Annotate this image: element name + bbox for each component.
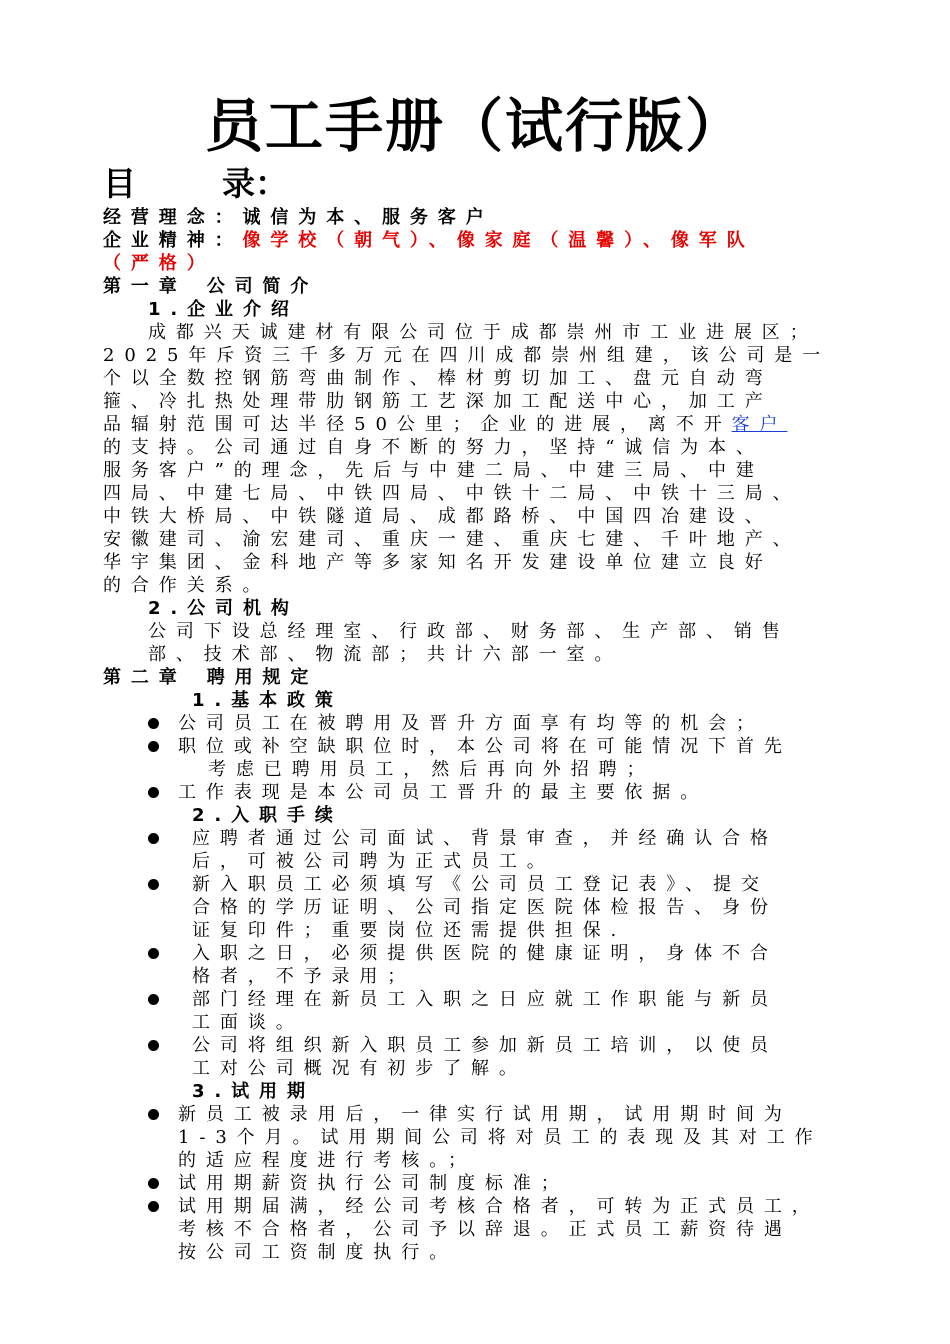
bullet-text: 公司员工在被聘用及晋升方面享有均等的机会； [178, 713, 764, 734]
bullet-text: 考核不合格者，公司予以辞退。正式员工薪资待遇 [178, 1219, 792, 1240]
list-item [0, 1034, 950, 1080]
intro-line: 安徽建司、渝宏建司、重庆一建、重庆七建、千叶地产、 [103, 529, 801, 550]
intro-line: 箍、冷扎热处理带肋钢筋工艺深加工配送中心，加工产 [103, 391, 773, 412]
bullet-text: 入职之日，必须提供医院的健康证明，身体不合 [192, 943, 778, 964]
bullet-text: 新员工被录用后，一律实行试用期，试用期时间为 [178, 1104, 792, 1125]
bullet-text: 新入职员工必须填写《公司员工登记表》、提交 [192, 874, 769, 895]
bullet-text: 应聘者通过公司面试、背景审查，并经确认合格 [192, 828, 778, 849]
list-item [0, 873, 950, 942]
bullet-text: 考虑已聘用员工，然后再向外招聘； [208, 759, 655, 780]
intro-line: 中铁大桥局、中铁隧道局、成都路桥、中国四冶建设、 [103, 506, 773, 527]
list-item [0, 712, 950, 735]
toc-label-b: 录： [222, 164, 288, 203]
company-intro-paragraph [103, 321, 843, 597]
chapter-2-title: 聘用规定 [206, 667, 319, 688]
bullet-text: 工面谈。 [192, 1012, 304, 1033]
list-item [0, 735, 950, 781]
bullet-icon [148, 1201, 159, 1212]
document-title: 员工手册（试行版） [204, 92, 745, 160]
bullet-text: 证复印件；重要岗位还需提供担保. [192, 920, 627, 941]
spirit-value-line2: （严格） [103, 253, 215, 274]
list-item [0, 781, 950, 804]
list-item [0, 1195, 950, 1264]
list-item [0, 827, 950, 873]
bullet-text: 职位或补空缺职位时，本公司将在可能情况下首先 [178, 736, 792, 757]
philosophy-label: 经营理念： [103, 207, 243, 228]
business-philosophy [103, 206, 950, 229]
org-line: 公司下设总经理室、行政部、财务部、生产部、销售 [148, 621, 790, 642]
org-line: 部、技术部、物流部；共计六部一室。 [148, 644, 623, 665]
bullet-icon [148, 833, 159, 844]
list-item [0, 988, 950, 1034]
bullet-text: 1-3个月。试用期间公司将对员工的表现及其对工作 [178, 1127, 823, 1148]
bullet-text: 部门经理在新员工入职之日应就工作职能与新员 [192, 989, 778, 1010]
section-onboarding-heading: 2.入职手续 [192, 805, 343, 826]
spirit-label: 企业精神： [103, 230, 243, 251]
bullet-text: 格者，不予录用； [192, 966, 416, 987]
bullet-text: 工作表现是本公司员工晋升的最主要依据。 [178, 782, 709, 803]
section-company-intro-heading: 1.企业介绍 [148, 299, 299, 320]
bullet-text: 公司将组织新入职员工参加新员工培训，以使员 [192, 1035, 778, 1056]
intro-line: 2025年斥资三千多万元在四川成都崇州组建，该公司是一 [103, 345, 831, 366]
customer-link[interactable]: 客户 [731, 414, 788, 435]
chapter-1-heading [103, 275, 950, 298]
document-body [0, 206, 950, 1264]
bullet-text: 后，可被公司聘为正式员工。 [192, 851, 555, 872]
enterprise-spirit-cont [103, 252, 950, 275]
bullet-text: 试用期薪资执行公司制度标准； [178, 1173, 569, 1194]
chapter-1-label: 第一章 [103, 276, 187, 297]
spirit-value-line1: 像学校（朝气）、像家庭（温馨）、像军队 [242, 230, 755, 251]
org-paragraph [148, 620, 843, 666]
bullet-icon [148, 1040, 159, 1051]
intro-line: 成都兴天诚建材有限公司位于成都崇州市工业进展区； [148, 322, 818, 343]
section-org-heading: 2.公司机构 [148, 598, 299, 619]
intro-line: 的合作关系。 [103, 575, 271, 596]
intro-line: 华宇集团、金科地产等多家知名开发建设单位建立良好 [103, 552, 773, 573]
bullet-text: 按公司工资制度执行。 [178, 1242, 457, 1263]
bullet-icon [148, 1178, 159, 1189]
bullet-icon [148, 741, 159, 752]
toc-label-a: 目 [103, 164, 136, 203]
bullet-text: 合格的学历证明、公司指定医院体检报告、身份 [192, 897, 778, 918]
bullet-text: 的适应程度进行考核。； [178, 1150, 476, 1171]
philosophy-value: 诚信为本、服务客户 [242, 207, 494, 228]
intro-line: 四局、中建七局、中铁四局、中铁十二局、中铁十三局、 [103, 483, 801, 504]
bullet-icon [148, 1109, 159, 1120]
intro-line: 个以全数控钢筋弯曲制作、棒材剪切加工、盘元自动弯 [103, 368, 773, 389]
toc-heading [103, 162, 288, 206]
bullet-icon [148, 994, 159, 1005]
enterprise-spirit [103, 229, 950, 252]
intro-line: 服务客户”的理念，先后与中建二局、中建三局、中建 [103, 460, 764, 481]
bullet-icon [148, 718, 159, 729]
bullet-text: 工对公司概况有初步了解。 [192, 1058, 527, 1079]
bullet-icon [148, 787, 159, 798]
chapter-2-heading [103, 666, 950, 689]
bullet-text: 试用期届满，经公司考核合格者，可转为正式员工， [178, 1196, 820, 1217]
chapter-1-title: 公司简介 [206, 276, 319, 297]
list-item [0, 1172, 950, 1195]
list-item [0, 942, 950, 988]
intro-line: 品辐射范围可达半径50公里；企业的进展，离不开 [103, 414, 732, 435]
section-basic-policy-heading: 1.基本政策 [192, 690, 343, 711]
bullet-icon [148, 948, 159, 959]
chapter-2-label: 第二章 [103, 667, 187, 688]
intro-line: 的支持。公司通过自身不断的努力，坚持“诚信为本、 [103, 437, 764, 458]
section-probation-heading: 3.试用期 [192, 1081, 315, 1102]
list-item [0, 1103, 950, 1172]
bullet-icon [148, 879, 159, 890]
